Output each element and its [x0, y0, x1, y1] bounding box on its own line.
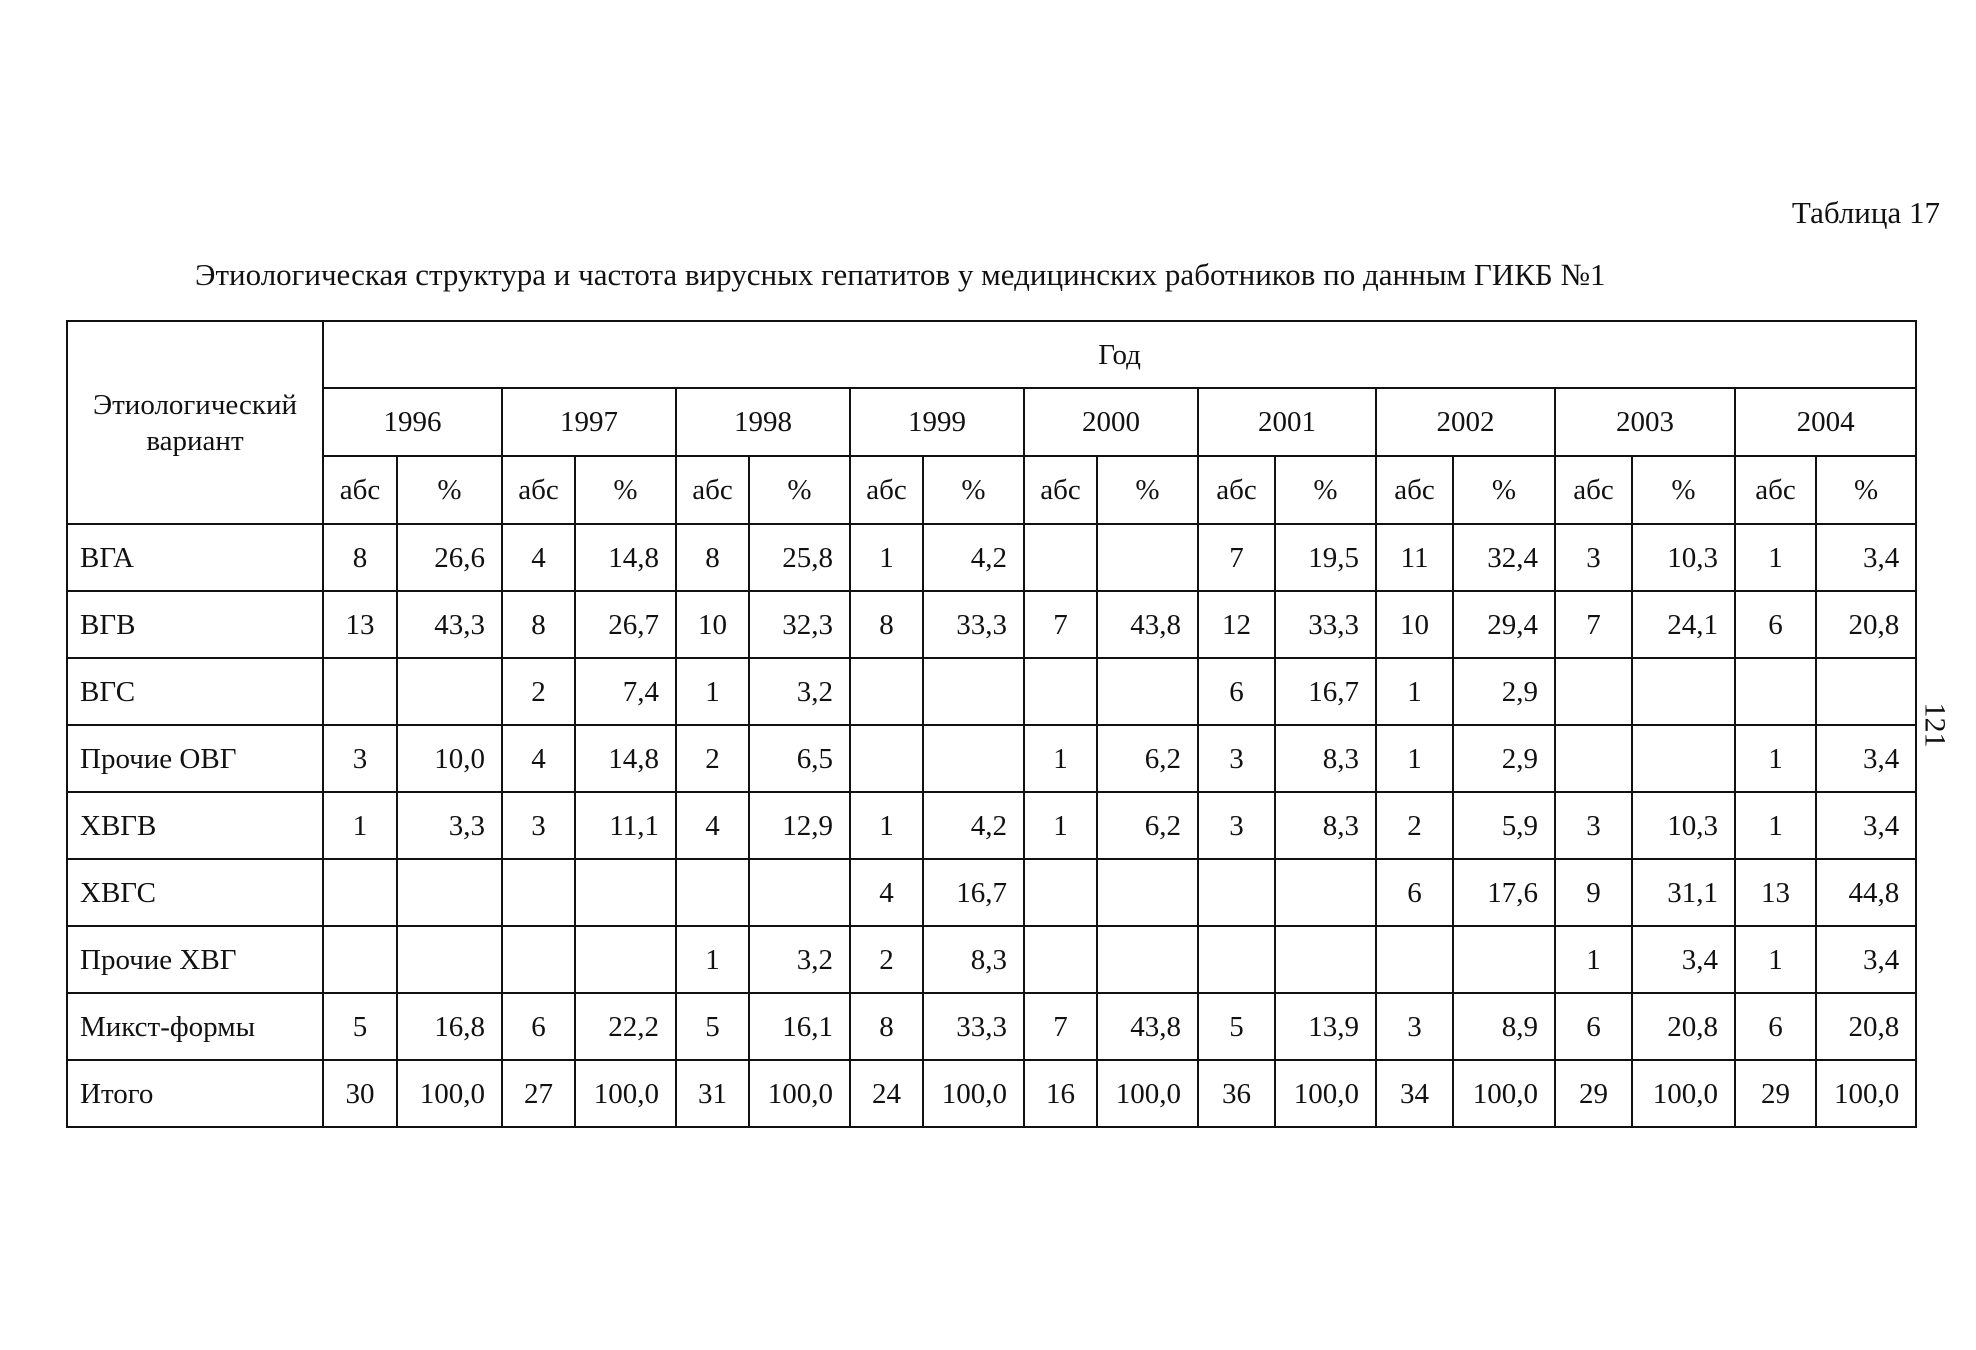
abs-subheader: абс: [1735, 456, 1816, 524]
pct-cell: [397, 859, 502, 926]
pct-cell: 16,1: [749, 993, 850, 1060]
abs-subheader: абс: [676, 456, 749, 524]
table-row: [67, 1060, 1916, 1127]
abs-cell: 13: [323, 591, 397, 658]
year-header-1997: 1997: [502, 388, 676, 456]
abs-cell: 7: [1555, 591, 1632, 658]
pct-cell: 6,2: [1097, 725, 1198, 792]
year-header-2000: 2000: [1024, 388, 1198, 456]
abs-cell: [502, 926, 575, 993]
table-caption: Этиологическая структура и частота вирусных гепатитов у медицинских работников по данным ГИКБ №1: [195, 257, 1606, 292]
row-label: Прочие ХВГ: [67, 926, 323, 993]
abs-cell: 8: [502, 591, 575, 658]
pct-cell: 8,3: [923, 926, 1024, 993]
pct-cell: 2,9: [1453, 658, 1555, 725]
pct-cell: 44,8: [1816, 859, 1916, 926]
pct-subheader: %: [397, 456, 502, 524]
abs-cell: [850, 725, 923, 792]
abs-cell: 11: [1376, 524, 1453, 591]
abs-cell: 12: [1198, 591, 1275, 658]
abs-cell: [1198, 926, 1275, 993]
pct-cell: [1097, 658, 1198, 725]
pct-cell: 20,8: [1816, 591, 1916, 658]
abs-cell: [323, 658, 397, 725]
pct-cell: [1632, 725, 1735, 792]
pct-cell: 100,0: [923, 1060, 1024, 1127]
pct-cell: [397, 926, 502, 993]
pct-subheader: %: [1275, 456, 1376, 524]
abs-cell: 2: [850, 926, 923, 993]
pct-cell: [575, 926, 676, 993]
pct-cell: 3,4: [1816, 926, 1916, 993]
pct-cell: 43,8: [1097, 993, 1198, 1060]
pct-subheader: %: [1097, 456, 1198, 524]
pct-subheader: %: [1632, 456, 1735, 524]
abs-cell: 5: [1198, 993, 1275, 1060]
table-row: [67, 859, 1916, 926]
abs-cell: 1: [1735, 792, 1816, 859]
pct-subheader: %: [575, 456, 676, 524]
pct-cell: 31,1: [1632, 859, 1735, 926]
pct-cell: 100,0: [1097, 1060, 1198, 1127]
abs-subheader: абс: [323, 456, 397, 524]
pct-cell: [575, 859, 676, 926]
hepatitis-etiology-table: [66, 320, 1917, 1128]
year-header-2003: 2003: [1555, 388, 1735, 456]
abs-cell: 29: [1555, 1060, 1632, 1127]
abs-cell: 1: [676, 658, 749, 725]
pct-cell: 11,1: [575, 792, 676, 859]
abs-cell: 2: [676, 725, 749, 792]
abs-subheader: абс: [1198, 456, 1275, 524]
abs-cell: 8: [323, 524, 397, 591]
year-header-2004: 2004: [1735, 388, 1916, 456]
abs-cell: 3: [1198, 725, 1275, 792]
year-header-1998: 1998: [676, 388, 850, 456]
abs-cell: 10: [1376, 591, 1453, 658]
abs-subheader: абс: [1024, 456, 1097, 524]
abs-cell: 13: [1735, 859, 1816, 926]
pct-cell: 4,2: [923, 524, 1024, 591]
abs-cell: [1024, 524, 1097, 591]
row-label: ВГВ: [67, 591, 323, 658]
abs-cell: 4: [502, 524, 575, 591]
table-row: [67, 993, 1916, 1060]
row-label: ВГС: [67, 658, 323, 725]
page-number: 121: [1918, 702, 1952, 748]
year-header-row: [67, 388, 1916, 456]
variant-header-line2: вариант: [146, 424, 244, 457]
pct-cell: 43,8: [1097, 591, 1198, 658]
row-label: ХВГВ: [67, 792, 323, 859]
abs-cell: 1: [323, 792, 397, 859]
pct-cell: 3,4: [1816, 792, 1916, 859]
pct-cell: 12,9: [749, 792, 850, 859]
abs-cell: 24: [850, 1060, 923, 1127]
abs-cell: [1555, 658, 1632, 725]
abs-cell: 1: [1735, 524, 1816, 591]
abs-cell: [1376, 926, 1453, 993]
pct-cell: 6,5: [749, 725, 850, 792]
abs-cell: 1: [1555, 926, 1632, 993]
pct-cell: [1275, 926, 1376, 993]
pct-cell: 26,7: [575, 591, 676, 658]
abs-cell: 3: [1198, 792, 1275, 859]
pct-cell: 3,2: [749, 926, 850, 993]
abs-cell: 1: [676, 926, 749, 993]
row-label: ВГА: [67, 524, 323, 591]
abs-cell: 36: [1198, 1060, 1275, 1127]
pct-cell: 22,2: [575, 993, 676, 1060]
abs-cell: 1: [1024, 792, 1097, 859]
pct-cell: 20,8: [1632, 993, 1735, 1060]
abs-cell: 1: [1735, 926, 1816, 993]
pct-cell: 26,6: [397, 524, 502, 591]
abs-cell: 8: [850, 591, 923, 658]
pct-cell: 3,4: [1816, 725, 1916, 792]
row-label: Прочие ОВГ: [67, 725, 323, 792]
pct-cell: 24,1: [1632, 591, 1735, 658]
abs-cell: 1: [1376, 658, 1453, 725]
table-row: [67, 725, 1916, 792]
abs-cell: 5: [676, 993, 749, 1060]
pct-cell: 32,3: [749, 591, 850, 658]
abs-cell: 30: [323, 1060, 397, 1127]
abs-cell: [1555, 725, 1632, 792]
pct-cell: [923, 725, 1024, 792]
pct-cell: 4,2: [923, 792, 1024, 859]
pct-cell: [1632, 658, 1735, 725]
pct-cell: 8,3: [1275, 725, 1376, 792]
pct-cell: 7,4: [575, 658, 676, 725]
pct-cell: 19,5: [1275, 524, 1376, 591]
pct-cell: 14,8: [575, 725, 676, 792]
abs-subheader: абс: [1555, 456, 1632, 524]
abs-cell: 10: [676, 591, 749, 658]
abs-subheader: абс: [1376, 456, 1453, 524]
abs-cell: 3: [1555, 792, 1632, 859]
pct-cell: 8,9: [1453, 993, 1555, 1060]
abs-cell: 2: [502, 658, 575, 725]
year-header-2002: 2002: [1376, 388, 1555, 456]
pct-cell: 100,0: [749, 1060, 850, 1127]
pct-cell: [1453, 926, 1555, 993]
pct-cell: [749, 859, 850, 926]
pct-cell: 13,9: [1275, 993, 1376, 1060]
table-row: [67, 658, 1916, 725]
variant-header-line1: Этиологический: [92, 388, 298, 421]
pct-cell: 10,3: [1632, 524, 1735, 591]
table-row: [67, 926, 1916, 993]
abs-cell: [1024, 658, 1097, 725]
pct-cell: 25,8: [749, 524, 850, 591]
pct-cell: 20,8: [1816, 993, 1916, 1060]
abs-cell: 8: [850, 993, 923, 1060]
abs-cell: 4: [502, 725, 575, 792]
pct-cell: [1097, 524, 1198, 591]
abs-subheader: абс: [502, 456, 575, 524]
pct-cell: 3,4: [1816, 524, 1916, 591]
abs-cell: [850, 658, 923, 725]
pct-cell: 16,7: [923, 859, 1024, 926]
pct-cell: 29,4: [1453, 591, 1555, 658]
pct-cell: 100,0: [575, 1060, 676, 1127]
variant-column-header: [67, 321, 323, 524]
abs-cell: [502, 859, 575, 926]
abs-cell: 6: [502, 993, 575, 1060]
abs-cell: 1: [1376, 725, 1453, 792]
pct-cell: 6,2: [1097, 792, 1198, 859]
row-label: Микст-формы: [67, 993, 323, 1060]
abs-cell: 1: [850, 524, 923, 591]
abs-subheader: абс: [850, 456, 923, 524]
pct-cell: 100,0: [397, 1060, 502, 1127]
abs-cell: 6: [1555, 993, 1632, 1060]
table-row: [67, 524, 1916, 591]
pct-cell: [1097, 926, 1198, 993]
pct-cell: 17,6: [1453, 859, 1555, 926]
year-header-1996: 1996: [323, 388, 502, 456]
abs-cell: 1: [850, 792, 923, 859]
pct-cell: 2,9: [1453, 725, 1555, 792]
row-label: Итого: [67, 1060, 323, 1127]
abs-cell: 9: [1555, 859, 1632, 926]
abs-cell: 3: [323, 725, 397, 792]
year-group-header: Год: [323, 321, 1916, 388]
abs-cell: [1024, 859, 1097, 926]
abs-cell: 6: [1735, 993, 1816, 1060]
abs-cell: 7: [1198, 524, 1275, 591]
pct-cell: 16,8: [397, 993, 502, 1060]
abs-cell: [1735, 658, 1816, 725]
pct-cell: 10,3: [1632, 792, 1735, 859]
pct-subheader: %: [923, 456, 1024, 524]
abs-cell: 7: [1024, 993, 1097, 1060]
pct-cell: 10,0: [397, 725, 502, 792]
abs-cell: 31: [676, 1060, 749, 1127]
pct-cell: 43,3: [397, 591, 502, 658]
abs-cell: 4: [850, 859, 923, 926]
abs-cell: 2: [1376, 792, 1453, 859]
pct-cell: 100,0: [1453, 1060, 1555, 1127]
abs-cell: 16: [1024, 1060, 1097, 1127]
abs-cell: 1: [1735, 725, 1816, 792]
pct-cell: 33,3: [1275, 591, 1376, 658]
pct-subheader: %: [1816, 456, 1916, 524]
pct-subheader: %: [749, 456, 850, 524]
table-number: Таблица 17: [1791, 195, 1940, 230]
abs-cell: [1024, 926, 1097, 993]
abs-cell: 1: [1024, 725, 1097, 792]
abs-cell: [1198, 859, 1275, 926]
abs-cell: 29: [1735, 1060, 1816, 1127]
pct-cell: 33,3: [923, 993, 1024, 1060]
pct-cell: [397, 658, 502, 725]
abs-cell: 34: [1376, 1060, 1453, 1127]
abs-cell: 5: [323, 993, 397, 1060]
abs-cell: 6: [1735, 591, 1816, 658]
pct-cell: 14,8: [575, 524, 676, 591]
pct-cell: [1816, 658, 1916, 725]
pct-cell: [1097, 859, 1198, 926]
table-row: [67, 591, 1916, 658]
pct-cell: 32,4: [1453, 524, 1555, 591]
group-header-row: [67, 321, 1916, 388]
abs-cell: 27: [502, 1060, 575, 1127]
year-header-1999: 1999: [850, 388, 1024, 456]
abs-cell: 6: [1198, 658, 1275, 725]
abs-cell: [676, 859, 749, 926]
abs-cell: 3: [502, 792, 575, 859]
pct-cell: 3,2: [749, 658, 850, 725]
pct-cell: 33,3: [923, 591, 1024, 658]
subheader-row: [67, 456, 1916, 524]
pct-cell: 100,0: [1816, 1060, 1916, 1127]
abs-cell: 4: [676, 792, 749, 859]
pct-cell: [1275, 859, 1376, 926]
pct-cell: 3,4: [1632, 926, 1735, 993]
pct-cell: 8,3: [1275, 792, 1376, 859]
pct-cell: 16,7: [1275, 658, 1376, 725]
pct-cell: [923, 658, 1024, 725]
abs-cell: 3: [1376, 993, 1453, 1060]
pct-cell: 3,3: [397, 792, 502, 859]
pct-subheader: %: [1453, 456, 1555, 524]
pct-cell: 100,0: [1275, 1060, 1376, 1127]
abs-cell: 8: [676, 524, 749, 591]
year-header-2001: 2001: [1198, 388, 1376, 456]
row-label: ХВГС: [67, 859, 323, 926]
abs-cell: [323, 859, 397, 926]
table-row: [67, 792, 1916, 859]
abs-cell: [323, 926, 397, 993]
pct-cell: 5,9: [1453, 792, 1555, 859]
abs-cell: 7: [1024, 591, 1097, 658]
abs-cell: 6: [1376, 859, 1453, 926]
abs-cell: 3: [1555, 524, 1632, 591]
pct-cell: 100,0: [1632, 1060, 1735, 1127]
